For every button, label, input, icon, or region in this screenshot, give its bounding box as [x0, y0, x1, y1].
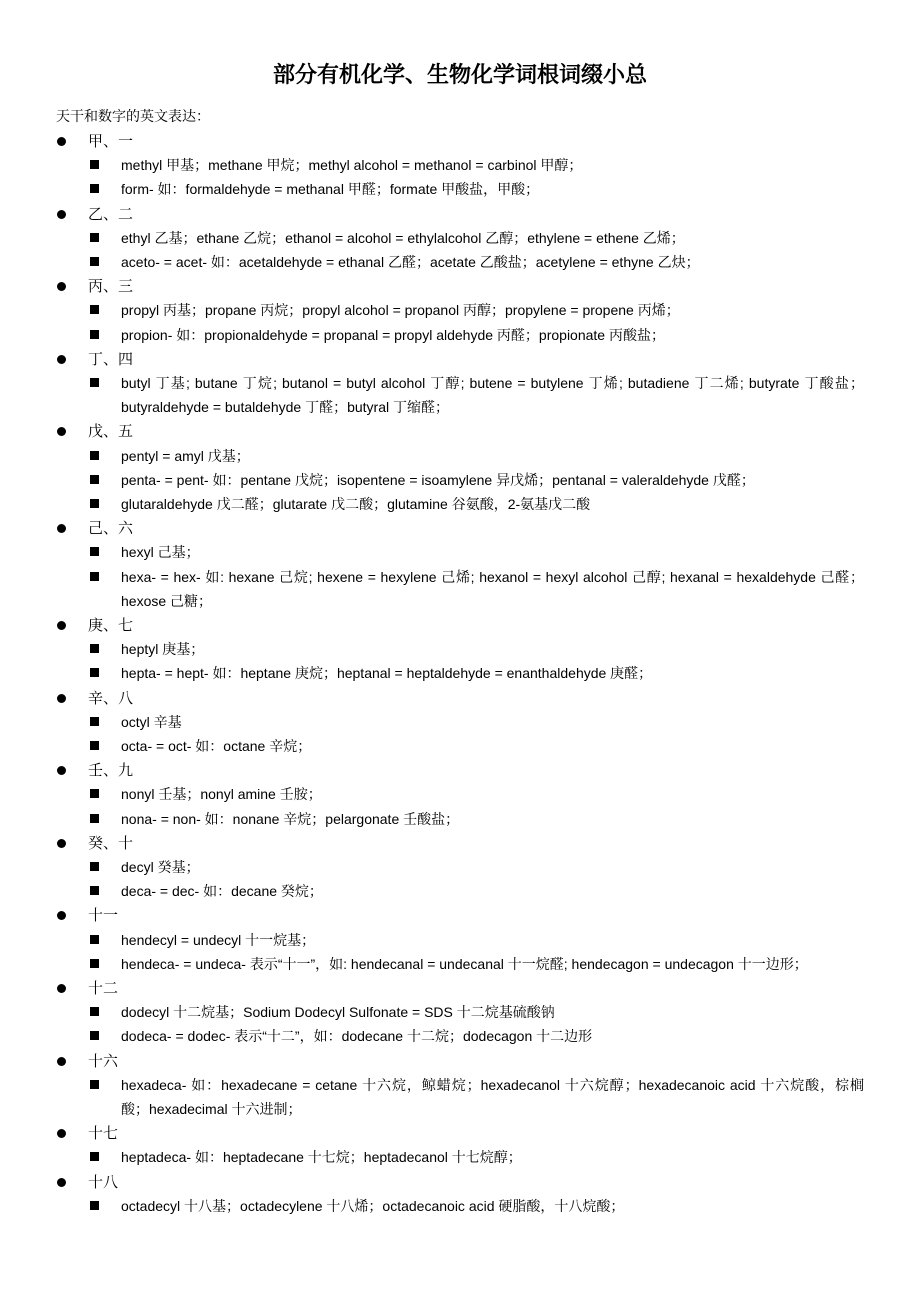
- list-item-text: propyl 丙基；propane 丙烷；propyl alcohol = propanol 丙醇；propylene = propene 丙烯；: [121, 302, 680, 319]
- intro-text: 天干和数字的英文表达：: [56, 109, 210, 125]
- section: [0, 613, 920, 686]
- section-title: 十二: [88, 978, 119, 997]
- section-items: [0, 855, 920, 903]
- list-item: [0, 928, 864, 952]
- square-bullet-icon: [90, 741, 99, 750]
- square-bullet-icon: [90, 814, 99, 823]
- section: [0, 347, 920, 420]
- square-bullet-icon: [90, 547, 99, 556]
- section-heading: [0, 274, 920, 298]
- section-title: 癸、十: [88, 833, 134, 852]
- section-items: [0, 1145, 920, 1169]
- round-bullet-icon: [57, 524, 66, 533]
- list-item: [0, 250, 864, 274]
- list-item: [0, 1024, 864, 1048]
- round-bullet-icon: [57, 984, 66, 993]
- section-heading: [0, 129, 920, 153]
- list-item: [0, 153, 864, 177]
- section-title: 十六: [88, 1051, 119, 1070]
- round-bullet-icon: [57, 839, 66, 848]
- section-heading: [0, 516, 920, 540]
- section-heading: [0, 419, 920, 443]
- square-bullet-icon: [90, 1007, 99, 1016]
- section-heading: [0, 613, 920, 637]
- section: [0, 419, 920, 516]
- list-item-text: form- 如：formaldehyde = methanal 甲醛；formate 甲酸盐，甲酸；: [121, 181, 540, 198]
- section-heading: [0, 202, 920, 226]
- list-item: [0, 734, 864, 758]
- section-items: [0, 444, 920, 517]
- list-item: [0, 661, 864, 685]
- section: [0, 903, 920, 976]
- section-items: [0, 637, 920, 685]
- round-bullet-icon: [57, 427, 66, 436]
- section: [0, 1121, 920, 1169]
- section: [0, 274, 920, 347]
- section-items: [0, 1073, 920, 1121]
- square-bullet-icon: [90, 935, 99, 944]
- document-title: 部分有机化学、生物化学词根词缀小总: [272, 62, 647, 87]
- section-items: [0, 371, 920, 419]
- list-item-text: decyl 癸基；: [121, 858, 200, 875]
- section-title: 十七: [88, 1124, 119, 1143]
- round-bullet-icon: [57, 911, 66, 920]
- square-bullet-icon: [90, 378, 99, 387]
- section-heading: [0, 1121, 920, 1145]
- section-items: [0, 226, 920, 274]
- list-item: [0, 565, 864, 613]
- round-bullet-icon: [57, 766, 66, 775]
- list-item: [0, 226, 864, 250]
- square-bullet-icon: [90, 717, 99, 726]
- section: [0, 202, 920, 275]
- section-heading: [0, 1170, 920, 1194]
- section-title: 十八: [88, 1172, 119, 1191]
- section-title: 戊、五: [88, 422, 134, 441]
- list-item: [0, 952, 864, 976]
- list-item-text: octyl 辛基: [121, 713, 182, 730]
- square-bullet-icon: [90, 959, 99, 968]
- round-bullet-icon: [57, 694, 66, 703]
- list-item: [0, 177, 864, 201]
- section-items: [0, 928, 920, 976]
- list-item-text: dodeca- = dodec- 表示“十二”，如：dodecane 十二烷；dodecagon 十二边形: [121, 1028, 593, 1045]
- square-bullet-icon: [90, 572, 99, 581]
- round-bullet-icon: [57, 282, 66, 291]
- square-bullet-icon: [90, 233, 99, 242]
- section-items: [0, 540, 920, 613]
- square-bullet-icon: [90, 475, 99, 484]
- square-bullet-icon: [90, 886, 99, 895]
- section-heading: [0, 976, 920, 1000]
- list-item: [0, 1194, 864, 1218]
- section-title: 己、六: [88, 519, 134, 538]
- section: [0, 758, 920, 831]
- list-item-text: hepta- = hept- 如：heptane 庚烷；heptanal = heptaldehyde = enanthaldehyde 庚醛；: [121, 665, 653, 682]
- square-bullet-icon: [90, 1152, 99, 1161]
- list-item-text: methyl 甲基；methane 甲烷；methyl alcohol = methanol = carbinol 甲醇；: [121, 157, 583, 174]
- sections-list: [0, 129, 920, 1218]
- section: [0, 1049, 920, 1122]
- list-item-text: heptyl 庚基；: [121, 641, 205, 658]
- list-item-text: nonyl 壬基；nonyl amine 壬胺；: [121, 786, 322, 803]
- square-bullet-icon: [90, 499, 99, 508]
- list-item: [0, 323, 864, 347]
- square-bullet-icon: [90, 668, 99, 677]
- list-item: [0, 468, 864, 492]
- section: [0, 129, 920, 202]
- list-item: [0, 807, 864, 831]
- square-bullet-icon: [90, 862, 99, 871]
- section-title: 丙、三: [88, 277, 134, 296]
- list-item: [0, 782, 864, 806]
- section-heading: [0, 831, 920, 855]
- section: [0, 516, 920, 613]
- list-item: [0, 540, 864, 564]
- list-item-text: hendeca- = undeca- 表示“十一”，如: hendecanal = undecanal 十一烷醛; hendecagon = undecagon 十一边形；: [121, 955, 808, 972]
- list-item: [0, 1000, 864, 1024]
- section: [0, 686, 920, 759]
- round-bullet-icon: [57, 355, 66, 364]
- list-item-text: deca- = dec- 如：decane 癸烷；: [121, 883, 323, 900]
- square-bullet-icon: [90, 451, 99, 460]
- section-title: 甲、一: [88, 132, 134, 150]
- list-item-text: dodecyl 十二烷基；Sodium Dodecyl Sulfonate = SDS 十二烷基硫酸钠: [121, 1004, 555, 1021]
- round-bullet-icon: [57, 621, 66, 630]
- section: [0, 1170, 920, 1218]
- list-item-text: nona- = non- 如：nonane 辛烷；pelargonate 壬酸盐；: [121, 810, 460, 827]
- list-item: [0, 710, 864, 734]
- square-bullet-icon: [90, 644, 99, 653]
- list-item: [0, 492, 864, 516]
- round-bullet-icon: [57, 137, 66, 146]
- list-item-text: hexa- = hex- 如: hexane 己烷; hexene = hexylene 己烯; hexanol = hexyl alcohol 己醇; hexanal = hexaldehyde 己醛；hexose 己糖；: [121, 568, 864, 609]
- section-items: [0, 1000, 920, 1048]
- list-item: [0, 1073, 864, 1121]
- section-items: [0, 298, 920, 346]
- list-item-text: hexadeca- 如：hexadecane = cetane 十六烷，鲸蜡烷；hexadecanol 十六烷醇；hexadecanoic acid 十六烷酸，棕榈酸；hexadecimal 十六进制；: [121, 1076, 864, 1117]
- square-bullet-icon: [90, 305, 99, 314]
- list-item-text: aceto- = acet- 如：acetaldehyde = ethanal 乙醛；acetate 乙酸盐；acetylene = ethyne 乙炔；: [121, 253, 700, 270]
- section-title: 庚、七: [88, 615, 134, 634]
- square-bullet-icon: [90, 330, 99, 339]
- section: [0, 976, 920, 1049]
- section: [0, 831, 920, 904]
- section-title: 乙、二: [88, 204, 134, 223]
- list-item-text: ethyl 乙基；ethane 乙烷；ethanol = alcohol = ethylalcohol 乙醇；ethylene = ethene 乙烯；: [121, 229, 685, 246]
- list-item: [0, 1145, 864, 1169]
- section-items: [0, 1194, 920, 1218]
- list-item-text: propion- 如：propionaldehyde = propanal = propyl aldehyde 丙醛；propionate 丙酸盐；: [121, 326, 665, 343]
- list-item: [0, 444, 864, 468]
- section-title: 丁、四: [88, 349, 134, 368]
- round-bullet-icon: [57, 1057, 66, 1066]
- list-item-text: octa- = oct- 如：octane 辛烷；: [121, 737, 312, 754]
- list-item-text: glutaraldehyde 戊二醛；glutarate 戊二酸；glutamine 谷氨酸，2-氨基戊二酸: [121, 495, 591, 512]
- round-bullet-icon: [57, 210, 66, 219]
- square-bullet-icon: [90, 257, 99, 266]
- list-item: [0, 371, 864, 419]
- list-item: [0, 298, 864, 322]
- square-bullet-icon: [90, 160, 99, 169]
- section-heading: [0, 758, 920, 782]
- list-item-text: butyl 丁基; butane 丁烷; butanol = butyl alcohol 丁醇; butene = butylene 丁烯; butadiene 丁二烯; butyrate 丁酸盐；butyraldehyde = butaldehyde 丁醛；butyral 丁缩醛；: [121, 374, 864, 416]
- list-item: [0, 855, 864, 879]
- list-item-text: octadecyl 十八基；octadecylene 十八烯；octadecanoic acid 硬脂酸，十八烷酸；: [121, 1197, 625, 1214]
- list-item: [0, 879, 864, 903]
- list-item: [0, 637, 864, 661]
- list-item-text: pentyl = amyl 戊基；: [121, 447, 250, 464]
- section-heading: [0, 1049, 920, 1073]
- list-item-text: hexyl 己基；: [121, 544, 200, 561]
- square-bullet-icon: [90, 1201, 99, 1210]
- section-items: [0, 153, 920, 201]
- section-title: 壬、九: [88, 761, 134, 780]
- section-heading: [0, 686, 920, 710]
- section-items: [0, 782, 920, 830]
- square-bullet-icon: [90, 184, 99, 193]
- round-bullet-icon: [57, 1129, 66, 1138]
- list-item-text: hendecyl = undecyl 十一烷基；: [121, 931, 316, 948]
- section-title: 十一: [88, 906, 119, 925]
- section-heading: [0, 347, 920, 371]
- section-title: 辛、八: [88, 688, 134, 707]
- round-bullet-icon: [57, 1178, 66, 1187]
- list-item-text: heptadeca- 如：heptadecane 十七烷；heptadecanol 十七烷醇；: [121, 1149, 522, 1166]
- section-items: [0, 710, 920, 758]
- square-bullet-icon: [90, 1080, 99, 1089]
- section-heading: [0, 903, 920, 927]
- square-bullet-icon: [90, 789, 99, 798]
- list-item-text: penta- = pent- 如：pentane 戊烷；isopentene = isoamylene 异戊烯；pentanal = valeraldehyde 戊醛；: [121, 471, 755, 488]
- square-bullet-icon: [90, 1031, 99, 1040]
